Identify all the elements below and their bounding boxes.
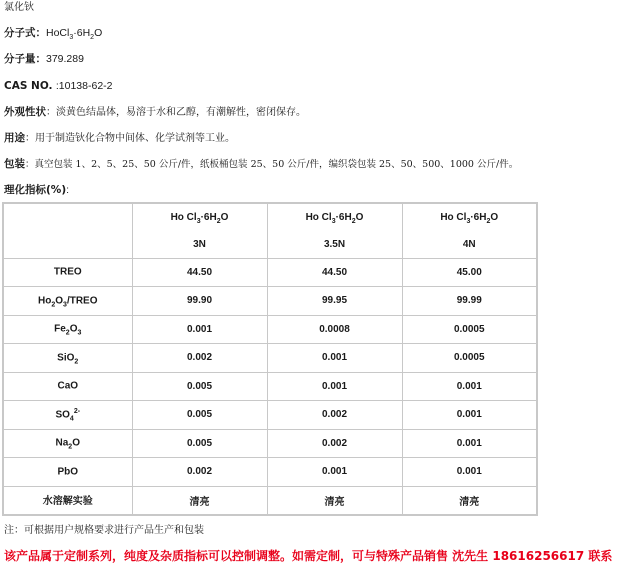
table-row xyxy=(3,486,537,515)
usage-label: 用途 xyxy=(4,132,25,144)
footnote: 注：可根据用户规格要求进行产品生产和包装 xyxy=(4,525,204,536)
table-row xyxy=(3,372,537,401)
spec-heading xyxy=(4,183,69,197)
promo-banner: 该产品属于定制系列，纯度及杂质指标可以控制调整。如需定制，可与特殊产品销售 沈先生 18616256617 联系 xyxy=(4,549,613,563)
grade-label: 3.5N xyxy=(323,238,346,250)
table-row xyxy=(3,458,537,487)
weight-line xyxy=(4,52,84,66)
value-cell: 99.95 xyxy=(267,287,402,316)
component-cell: PbO xyxy=(3,458,132,487)
table-row xyxy=(3,401,537,430)
component-cell: TREO xyxy=(3,258,132,287)
header-formula: Ho $Cl_3\cdot 6H_2O$ xyxy=(440,211,499,225)
value-cell: 清亮 xyxy=(402,486,537,515)
value-cell: 0.001 xyxy=(267,458,402,487)
value-cell: 0.0005 xyxy=(402,344,537,373)
usage-value: ：用于制造钬化合物中间体、化学试剂等工业。 xyxy=(25,133,235,144)
value-cell: 0.002 xyxy=(132,458,267,487)
value-cell: 0.005 xyxy=(132,429,267,458)
component-cell: CaO xyxy=(3,372,132,401)
value-cell: 44.50 xyxy=(267,258,402,287)
grade-label: 4N xyxy=(462,238,476,250)
value-cell: 0.005 xyxy=(132,401,267,430)
header-grade-cell xyxy=(402,203,537,258)
cas-line xyxy=(4,79,113,93)
usage-line xyxy=(4,131,235,146)
formula-value: $HoCl_3\cdot 6H_2O$ xyxy=(46,27,103,42)
value-cell: 清亮 xyxy=(132,486,267,515)
value-cell: 0.001 xyxy=(267,344,402,373)
product-title: 氯化钬 xyxy=(4,2,34,13)
header-grade-cell xyxy=(132,203,267,258)
weight-label: 分子量 xyxy=(4,53,36,65)
appearance-line xyxy=(4,105,306,120)
table-row xyxy=(3,287,537,316)
formula-line xyxy=(4,26,102,45)
table-row xyxy=(3,344,537,373)
component-cell: $Fe_2O_3$ xyxy=(3,315,132,344)
value-cell: 0.002 xyxy=(267,401,402,430)
component-cell: $SO_4^{2-}$ xyxy=(3,401,132,430)
header-row xyxy=(3,203,537,258)
package-line xyxy=(4,157,518,172)
value-cell: 99.90 xyxy=(132,287,267,316)
spec-table xyxy=(2,202,538,516)
value-cell: 清亮 xyxy=(267,486,402,515)
package-value: ：真空包装 1、2、5、25、50 公斤/件，纸板桶包装 25、50 公斤/件，编织袋包装 25、50、500、1000 公斤/件。 xyxy=(25,159,519,170)
header-formula: Ho $Cl_3\cdot 6H_2O$ xyxy=(305,211,364,225)
grade-label: 3N xyxy=(193,238,206,250)
value-cell: 0.005 xyxy=(132,372,267,401)
value-cell: 0.001 xyxy=(402,458,537,487)
value-cell: 0.0008 xyxy=(267,315,402,344)
table-row xyxy=(3,258,537,287)
component-cell: 水溶解实验 xyxy=(3,486,132,515)
table-row xyxy=(3,429,537,458)
value-cell: 0.0005 xyxy=(402,315,537,344)
spec-colon: : xyxy=(66,184,70,196)
header-formula: Ho $Cl_3\cdot 6H_2O$ xyxy=(170,211,229,225)
weight-sep: ： xyxy=(35,53,46,65)
header-blank-cell xyxy=(3,203,132,258)
value-cell: 44.50 xyxy=(132,258,267,287)
weight-value: 379.289 xyxy=(46,53,84,65)
cas-value: :10138-62-2 xyxy=(55,80,113,92)
value-cell: 0.001 xyxy=(132,315,267,344)
value-cell: 45.00 xyxy=(402,258,537,287)
component-cell: $Ho_2O_3$/TREO xyxy=(3,287,132,316)
formula-label: 分子式 xyxy=(4,27,36,39)
value-cell: 0.001 xyxy=(402,401,537,430)
value-cell: 0.002 xyxy=(132,344,267,373)
component-cell: SiO$_2$ xyxy=(3,344,132,373)
package-label: 包装 xyxy=(4,158,25,170)
value-cell: 0.002 xyxy=(267,429,402,458)
value-cell: 0.001 xyxy=(267,372,402,401)
value-cell: 99.99 xyxy=(402,287,537,316)
cas-label: CAS NO. xyxy=(4,80,53,92)
appearance-value: ：淡黄色结晶体，易溶于水和乙醇，有潮解性，密闭保存。 xyxy=(46,107,306,118)
table-row xyxy=(3,315,537,344)
value-cell: 0.001 xyxy=(402,372,537,401)
spec-label: 理化指标(%) xyxy=(4,184,67,196)
appearance-label: 外观性状 xyxy=(4,106,46,118)
header-grade-cell xyxy=(267,203,402,258)
formula-sep: ： xyxy=(35,27,46,39)
component-cell: $Na_2O$ xyxy=(3,429,132,458)
value-cell: 0.001 xyxy=(402,429,537,458)
